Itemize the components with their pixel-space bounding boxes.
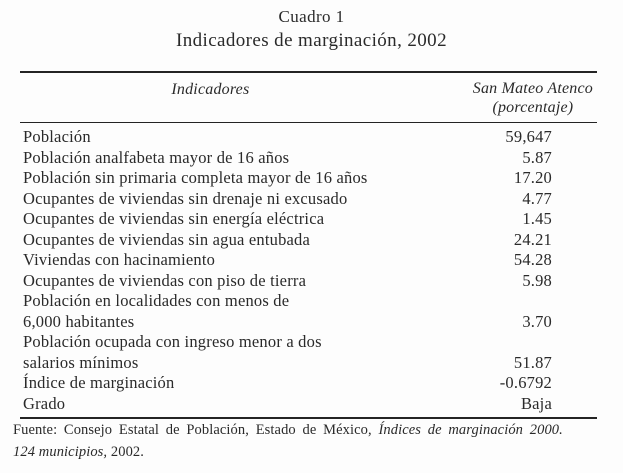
- row-value: 5.87: [522, 147, 552, 167]
- row-label: Población analfabeta mayor de 16 años: [23, 147, 290, 167]
- row-value: 1.45: [522, 209, 552, 228]
- table-row: [20, 250, 597, 271]
- table-header-row: [20, 71, 597, 123]
- row-value: 51.87: [513, 352, 552, 372]
- column-header-unit: (porcentaje): [492, 99, 574, 116]
- row-value: 3.70: [522, 311, 552, 331]
- row-value: 59,647: [505, 127, 552, 146]
- table-row: [20, 168, 597, 189]
- source-note-line2: [13, 441, 611, 463]
- row-label: Ocupantes de viviendas sin drenaje ni excusado: [23, 188, 348, 208]
- table-subtitle: Indicadores de marginación, 2002: [176, 30, 447, 51]
- column-header-indicadores: Indicadores: [171, 81, 250, 98]
- column-header-municipality: San Mateo Atenco: [472, 80, 593, 97]
- row-value: [552, 291, 597, 312]
- table-caption: [0, 0, 623, 53]
- row-value: Baja: [520, 393, 552, 413]
- table-row: [20, 291, 597, 312]
- table-row: [20, 373, 597, 394]
- row-label: Grado: [23, 393, 66, 413]
- source-year: 2002.: [107, 444, 144, 460]
- row-label: salarios mínimos: [23, 352, 139, 372]
- table-body: [20, 123, 597, 419]
- table-row: [20, 209, 597, 230]
- row-value: 24.21: [513, 229, 552, 249]
- row-label: Ocupantes de viviendas sin energía eléctrica: [23, 209, 325, 228]
- table-row: [20, 230, 597, 251]
- table-row: [20, 127, 597, 148]
- row-label: 6,000 habitantes: [23, 311, 135, 331]
- row-value: 4.77: [522, 188, 552, 208]
- row-value: 54.28: [513, 250, 552, 269]
- source-note: [13, 419, 611, 463]
- row-value: -0.6792: [499, 373, 552, 392]
- source-roman-text: Fuente: Consejo Estatal de Población, Estado de México,: [13, 422, 379, 438]
- row-label: Índice de marginación: [23, 373, 175, 392]
- table-row: [20, 332, 597, 353]
- row-value: 17.20: [513, 168, 552, 187]
- row-label: Población sin primaria completa mayor de 16 años: [23, 168, 368, 187]
- table-row: [20, 271, 597, 292]
- row-label: Ocupantes de viviendas con piso de tierra: [23, 270, 307, 290]
- source-note-line1: [13, 419, 611, 441]
- table-row: [20, 148, 597, 169]
- source-italic-subtitle: 124 municipios,: [13, 444, 108, 460]
- row-label: Ocupantes de viviendas sin agua entubada: [23, 229, 311, 249]
- table-row: [20, 353, 597, 374]
- row-label: Viviendas con hacinamiento: [23, 250, 216, 269]
- column-header-san-mateo-atenco: [473, 79, 597, 117]
- table-row: [20, 312, 597, 333]
- row-label: Población en localidades con menos de: [23, 291, 290, 310]
- row-label: Población ocupada con ingreso menor a dos: [23, 332, 322, 351]
- row-label: Población: [23, 127, 91, 146]
- row-value: [552, 332, 597, 353]
- marginacion-table: [20, 71, 597, 419]
- source-italic-title: Índices de marginación 2000.: [378, 422, 563, 438]
- table-row: [20, 189, 597, 210]
- table-number-title: Cuadro 1: [278, 7, 345, 26]
- row-value: 5.98: [522, 270, 552, 290]
- table-row: [20, 394, 597, 415]
